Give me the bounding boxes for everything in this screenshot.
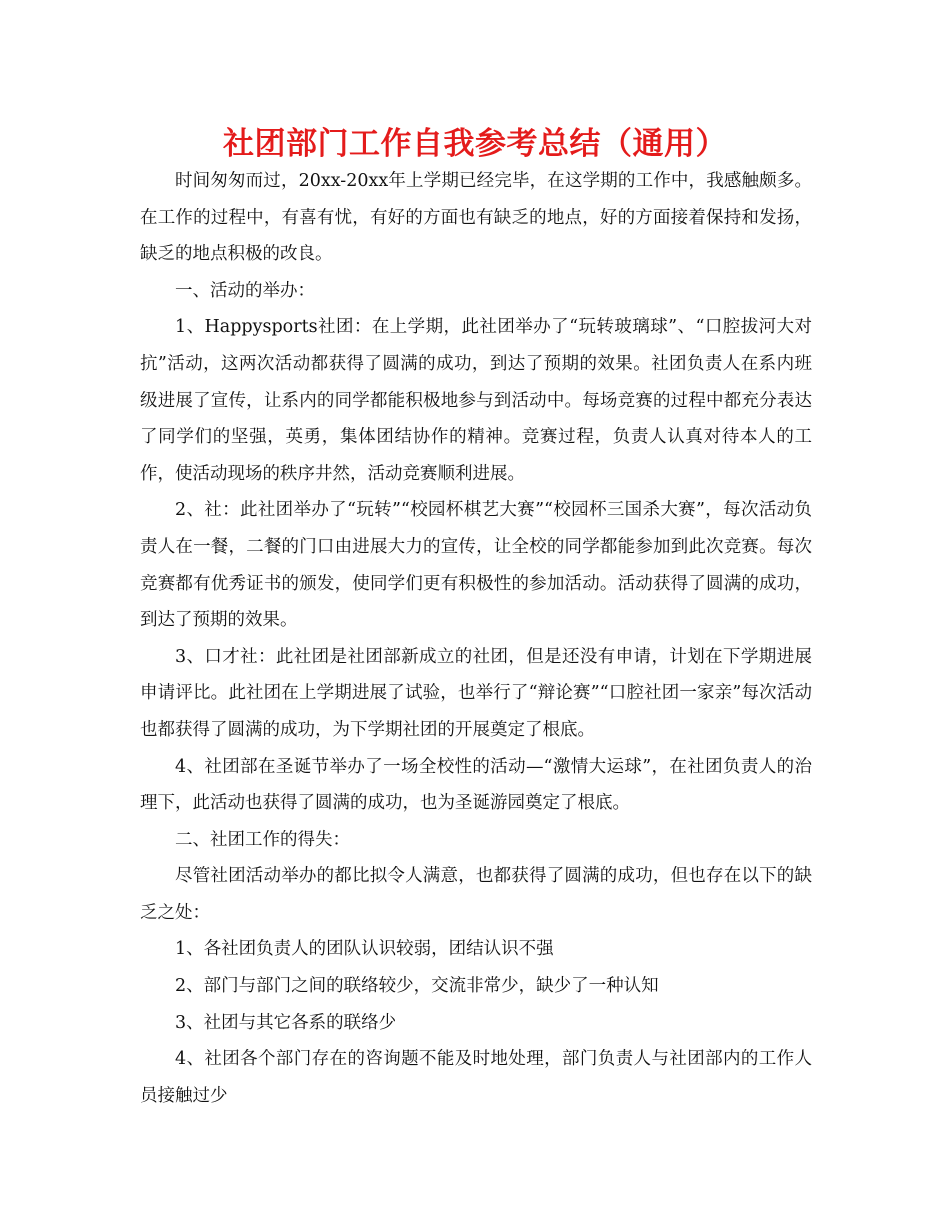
document-body	[140, 163, 812, 1114]
list-item-shortcoming-2: 2、部门与部门之间的联络较少，交流非常少，缺少了一种认知	[175, 976, 659, 997]
paragraph-activity-2: 2、社：此社团举办了“玩转”“校园杯棋艺大赛”“校园杯三国杀大赛”，每次活动负责人在一餐，二餐的门口由进展大力的宣传，让全校的同学都能参加到此次竞赛。每次竞赛都有优秀证书的颁发，使同学们更有积极性的参加活动。活动获得了圆满的成功，到达了预期的效果。	[140, 500, 812, 631]
paragraph-activity-1: 1、Happysports社团：在上学期，此社团举办了“玩转玻璃球”、“口腔拔河大对抗”活动，这两次活动都获得了圆满的成功，到达了预期的效果。社团负责人在系内班级进展了宣传，让系内的同学都能积极地参与到活动中。每场竞赛的过程中都充分表达了同学们的坚强，英勇，集体团结协作的精神。竞赛过程，负责人认真对待本人的工作，使活动现场的秩序井然，活动竞赛顺利进展。	[140, 317, 812, 484]
list-item-shortcoming-1: 1、各社团负责人的团队认识较弱，团结认识不强	[175, 939, 554, 960]
list-item-shortcoming-4: 4、社团各个部门存在的咨询题不能及时地处理，部门负责人与社团部内的工作人员接触过少	[140, 1049, 812, 1106]
paragraph-intro: 时间匆匆而过，20xx-20xx年上学期已经完毕，在这学期的工作中，我感触颇多。在工作的过程中，有喜有忧，有好的方面也有缺乏的地点，好的方面接着保持和发扬，缺乏的地点积极的改良。	[140, 171, 812, 265]
list-item-shortcoming-3: 3、社团与其它各系的联络少	[175, 1012, 397, 1033]
document-title: 社团部门工作自我参考总结（通用）	[223, 126, 727, 162]
paragraph-activity-3: 3、口才社：此社团是社团部新成立的社团，但是还没有申请，计划在下学期进展申请评比。此社团在上学期进展了试验，也举行了“辩论赛”“口腔社团一家亲”每次活动也都获得了圆满的成功，为下学期社团的开展奠定了根底。	[140, 646, 812, 740]
section-heading-activities: 一、活动的举办：	[175, 280, 315, 301]
paragraph-activity-4: 4、社团部在圣诞节举办了一场全校性的活动—“激情大运球”，在社团负责人的治理下，此活动也获得了圆满的成功，也为圣诞游园奠定了根底。	[140, 756, 812, 814]
paragraph-shortcomings-intro: 尽管社团活动举办的都比拟令人满意，也都获得了圆满的成功，但也存在以下的缺乏之处：	[140, 866, 812, 923]
section-heading-gains-losses: 二、社团工作的得失：	[175, 829, 350, 850]
